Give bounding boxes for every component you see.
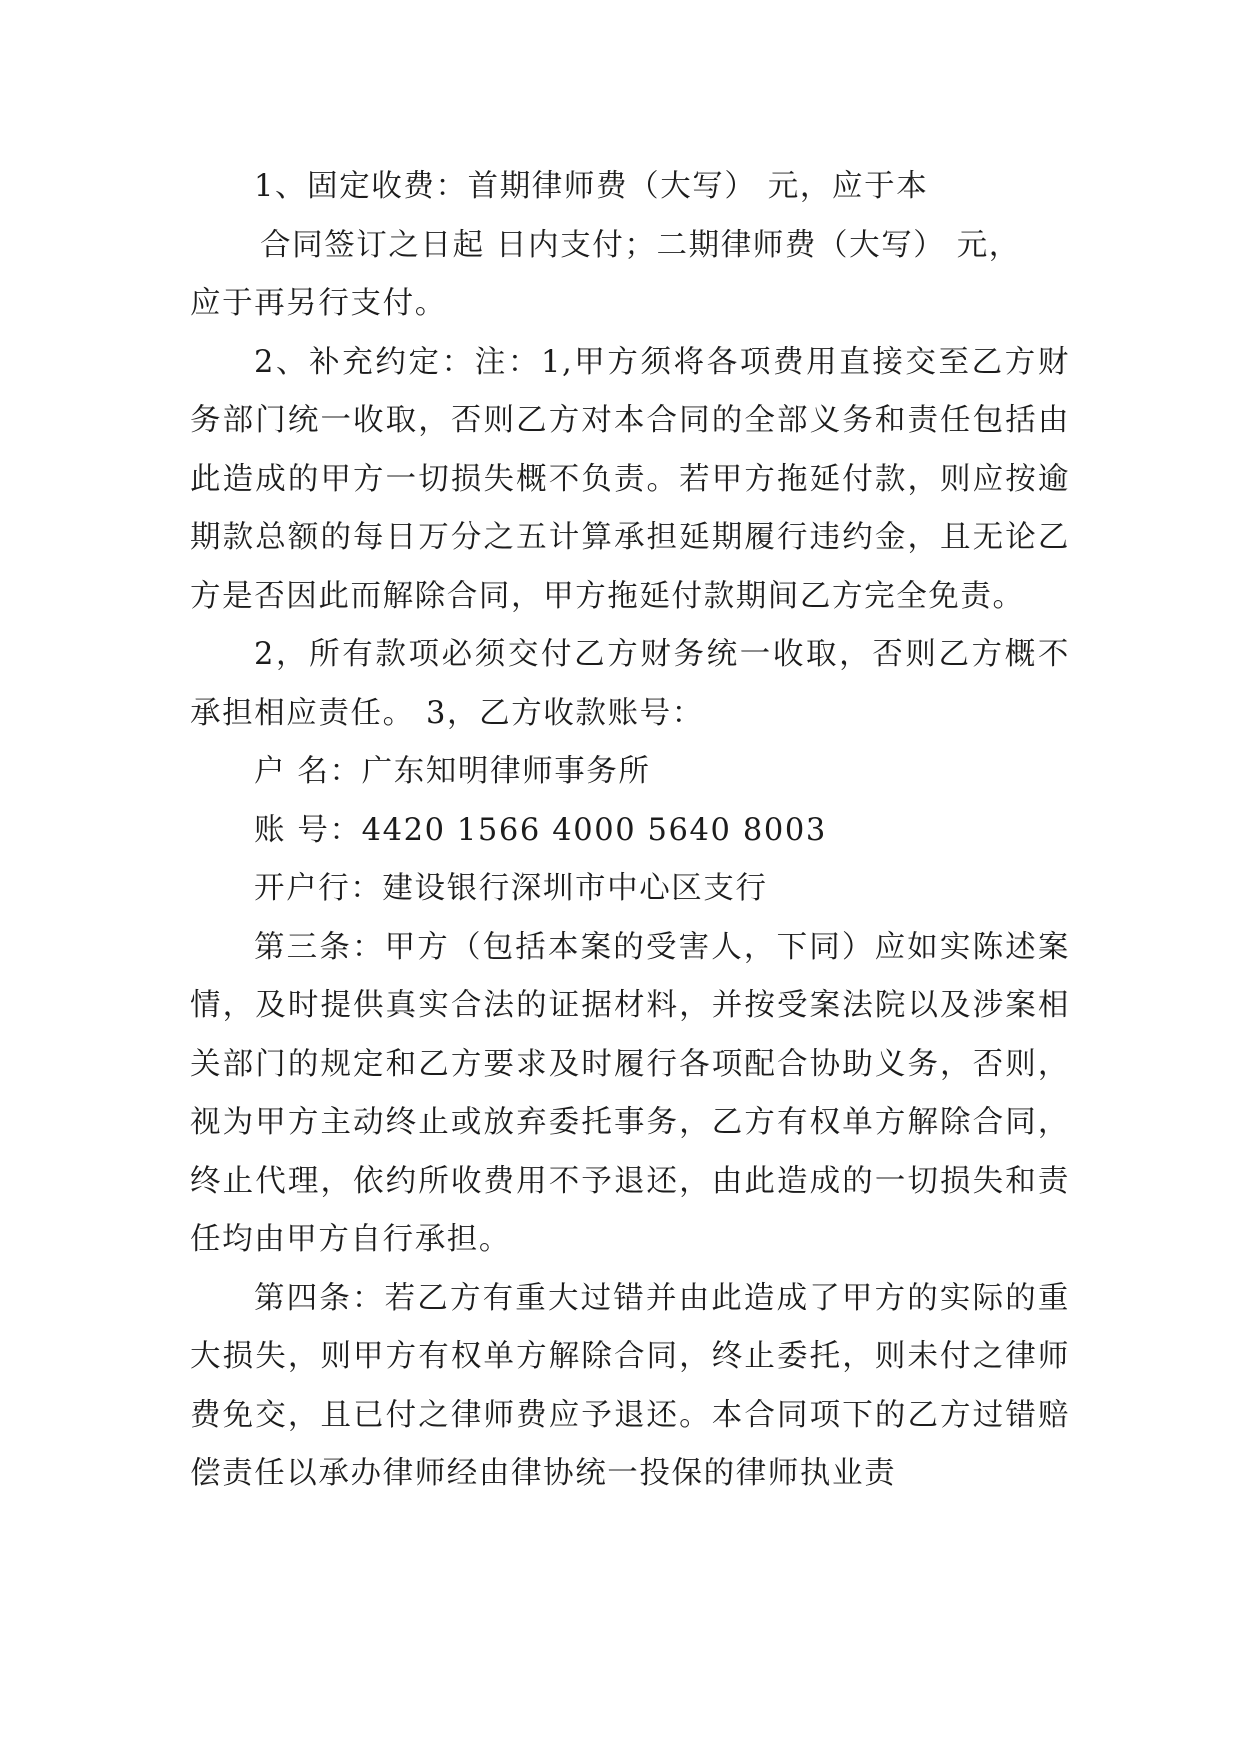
supplement-clause: 2、补充约定：注：1,甲方须将各项费用直接交至乙方财务部门统一收取，否则乙方对本合同的全部义务和责任包括由此造成的甲方一切损失概不负责。若甲方拖延付款，则应按逾期款总额的每日万分之五计算承担延期履行违约金，且无论乙方是否因此而解除合同，甲方拖延付款期间乙方完全免责。 (190, 344, 1070, 614)
article-3: 第三条：甲方（包括本案的受害人，下同）应如实陈述案情，及时提供真实合法的证据材料，并按受案法院以及涉案相关部门的规定和乙方要求及时履行各项配合协助义务，否则，视为甲方主动终止或放弃委托事务，乙方有权单方解除合同，终止代理，依约所收费用不予退还，由此造成的一切损失和责任均由甲方自行承担。 (190, 929, 1070, 1257)
bank-name: 开户行：建设银行深圳市中心区支行 (254, 871, 768, 906)
fee-line-1: 1、固定收费：首期律师费（大写） 元，应于本 (254, 169, 929, 204)
fee-line-3: 应于再另行支付。 (190, 286, 447, 321)
fee-line-2: 合同签订之日起 日内支付；二期律师费（大写） 元， (260, 227, 1021, 263)
document-body (190, 158, 1070, 1504)
account-number: 账 号：4420 1566 4000 5640 8003 (254, 812, 827, 848)
article-4: 第四条：若乙方有重大过错并由此造成了甲方的实际的重大损失，则甲方有权单方解除合同，终止委托，则未付之律师费免交，且已付之律师费应予退还。本合同项下的乙方过错赔偿责任以承办律师经由律协统一投保的律师执业责 (190, 1280, 1070, 1491)
payment-note: 2，所有款项必须交付乙方财务统一收取，否则乙方概不承担相应责任。 3，乙方收款账号： (190, 637, 1070, 731)
account-name: 户 名：广东知明律师事务所 (254, 754, 651, 789)
fee-clause (190, 158, 1070, 334)
